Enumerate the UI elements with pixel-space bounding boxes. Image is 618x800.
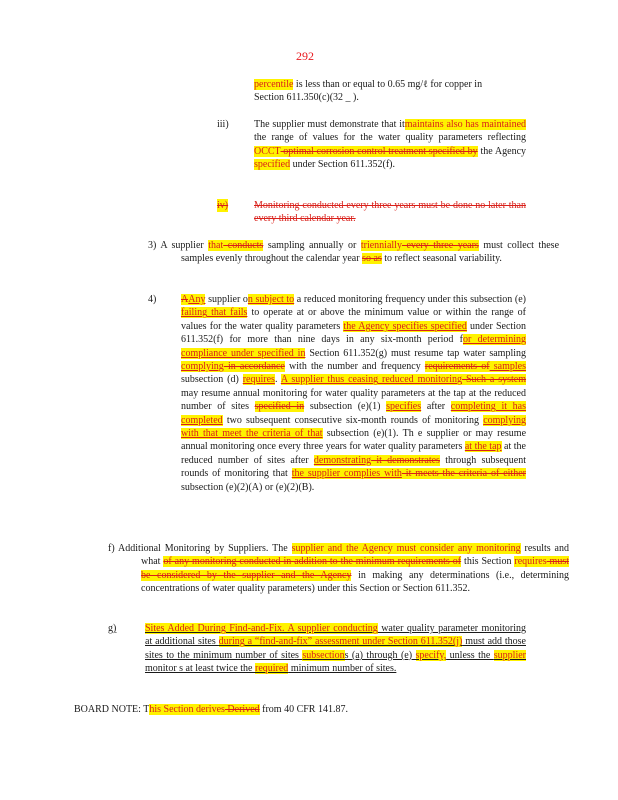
deleted-text: of any monitoring conducted in addition to the minimum requirements of — [163, 556, 462, 568]
plain-text: supplier o — [205, 294, 248, 305]
deleted-text: Derived — [224, 704, 260, 715]
plain-text: a reduced monitoring frequency under this subsection (e) — [294, 294, 526, 305]
plain-text: water quality parameters reflecting — [377, 132, 526, 144]
deleted-text: it meets the criteria of either — [401, 468, 526, 480]
item-g-paragraph — [145, 622, 526, 676]
plain-text: minimum number of sites. — [288, 663, 397, 675]
item-4-label: 4) — [148, 294, 157, 305]
plain-text: under Section 611.352(f). — [290, 159, 395, 171]
deleted-text: every three years — [401, 240, 479, 251]
inserted-text: completing it has completed — [181, 401, 526, 426]
plain-text: may resume annual monitoring once every three years for water quality parameters — [181, 428, 527, 453]
plain-text: The supplier must demonstrate that it — [254, 119, 405, 130]
plain-text: Additional Monitoring by Suppliers. The — [118, 543, 292, 554]
plain-text: must add those sites to the minimum number of sites — [145, 636, 526, 661]
plain-text: s (a) through (e) — [344, 649, 416, 661]
item-iv-label: iv) — [217, 200, 229, 211]
deleted-text: must be considered by the supplier and the Agency — [141, 556, 570, 581]
plain-text: under Section 611.352(f) for more than nine days in any six-month period f — [181, 320, 526, 346]
item-iv-paragraph — [254, 199, 526, 226]
deleted-text: Monitoring conducted every three years must be done no later than every third calendar year. — [254, 200, 526, 225]
continuation-line-2: Section 611.350(c)(32 _ ). — [254, 92, 359, 104]
inserted-text: Any — [188, 294, 206, 305]
deleted-text: so as — [362, 253, 382, 265]
plain-text: . — [274, 374, 281, 386]
inserted-text: triennially — [360, 240, 402, 251]
item-3-label: 3) — [148, 240, 157, 251]
item-4-paragraph — [181, 293, 526, 494]
inserted-text: maintains also has maintained — [404, 119, 527, 130]
inserted-text: demonstrating — [313, 454, 372, 466]
plain-text: from 40 CFR 141.87. — [259, 704, 348, 715]
inserted-text: Sites Added During Find-and-Fix. A supplier conducting — [145, 623, 378, 634]
item-iii-label: iii) — [217, 119, 229, 130]
inserted-text: complying — [181, 361, 224, 373]
plain-text: sampling annually or — [263, 240, 361, 251]
inserted-text: supplier — [493, 649, 526, 661]
deleted-text: optimal corrosion control treatment specified by — [280, 145, 478, 157]
inserted-text: percentile — [254, 79, 294, 90]
inserted-text: OCCT — [254, 145, 281, 157]
inserted-text: requires — [514, 556, 547, 568]
plain-text: this Section — [461, 556, 515, 568]
inserted-text: at the tap — [464, 441, 502, 453]
deleted-text: requirements of — [424, 361, 490, 373]
plain-text: to operate at or above the minimum value or within the range of values for the water quality parameters — [181, 307, 526, 332]
inserted-text: subsection — [302, 649, 345, 661]
plain-text: through subsequent rounds of monitoring that — [181, 454, 526, 480]
item-f-paragraph — [108, 542, 569, 596]
plain-text: subsection (d) — [181, 374, 243, 386]
plain-text: A supplier — [160, 240, 209, 251]
plain-text: at the reduced number of sites after — [181, 441, 526, 466]
plain-text: after — [421, 401, 451, 413]
inserted-text: requires — [242, 374, 275, 386]
deleted-text: it demonstrates — [371, 454, 440, 466]
plain-text: BOARD NOTE: T — [74, 704, 150, 715]
inserted-text: that — [208, 240, 224, 251]
inserted-text: specify, — [415, 649, 447, 661]
plain-text: the Agency — [477, 145, 527, 157]
plain-text: two subsequent consecutive six-month rounds of monitoring — [222, 414, 484, 426]
deleted-text: A — [181, 294, 189, 305]
inserted-text: specifies — [386, 401, 422, 413]
plain-text: subsection (e)(1) — [304, 401, 387, 413]
deleted-text: Such a system — [462, 374, 526, 386]
plain-text: to reflect seasonal variability. — [381, 253, 502, 265]
inserted-text: n subject to — [247, 294, 295, 305]
item-3-paragraph — [148, 239, 559, 266]
plain-text: with the number and frequency — [284, 361, 425, 373]
inserted-text: or determining compliance under specified in — [181, 334, 526, 359]
inserted-text: the Agency specifies specified — [343, 320, 467, 332]
deleted-text: in accordance — [223, 361, 285, 373]
inserted-text: his Section derives — [149, 704, 225, 715]
inserted-text: A supplier thus ceasing reduced monitoring — [280, 374, 463, 386]
item-continuation — [254, 78, 526, 105]
plain-text: water quality parameter monitoring at additional sites — [145, 623, 526, 648]
deleted-text: specified in — [254, 401, 305, 413]
inserted-text: supplier and the Agency must consider any monitoring — [291, 543, 521, 554]
inserted-text: specified — [254, 159, 291, 171]
continuation-line-1 — [254, 78, 526, 91]
plain-text: the range of values for the — [254, 132, 373, 144]
plain-text: is less than or equal to 0.65 mg/ℓ for copper in — [293, 79, 483, 90]
plain-text: results and what — [141, 543, 569, 568]
plain-text: may resume annual monitoring for water quality parameters at the tap at the reduced number of sites — [181, 387, 526, 413]
inserted-text: samples — [489, 361, 526, 373]
item-g-label: g) — [108, 623, 117, 634]
plain-text: in making any determinations (i.e., determining concentrations of water quality parameters) under this Section or Section 611.352. — [141, 569, 569, 595]
inserted-text: the supplier complies with — [291, 468, 402, 480]
deleted-text: conducts — [223, 240, 264, 251]
plain-text: must collect these samples evenly throughout the calendar year — [181, 240, 560, 265]
inserted-text: required — [254, 663, 289, 675]
page-number: 292 — [296, 49, 314, 63]
board-note — [74, 703, 494, 716]
inserted-text: complying with that meet the criteria of that — [181, 414, 526, 440]
plain-text: subsection (e)(2)(A) or (e)(2)(B). — [181, 481, 315, 493]
item-f-label: f) — [108, 543, 115, 554]
inserted-text: failing that fails — [181, 307, 248, 319]
plain-text: unless the — [446, 649, 494, 661]
plain-text: monitor s at least twice the — [145, 663, 255, 675]
plain-text: subsection (e)(1). Th e supplier or — [322, 428, 472, 440]
item-iii-paragraph — [254, 118, 526, 172]
inserted-text: during a “find-and-fix” assessment under Section 611.352(j) — [218, 636, 463, 648]
plain-text: Section 611.352(g) must resume tap water sampling — [305, 347, 526, 359]
